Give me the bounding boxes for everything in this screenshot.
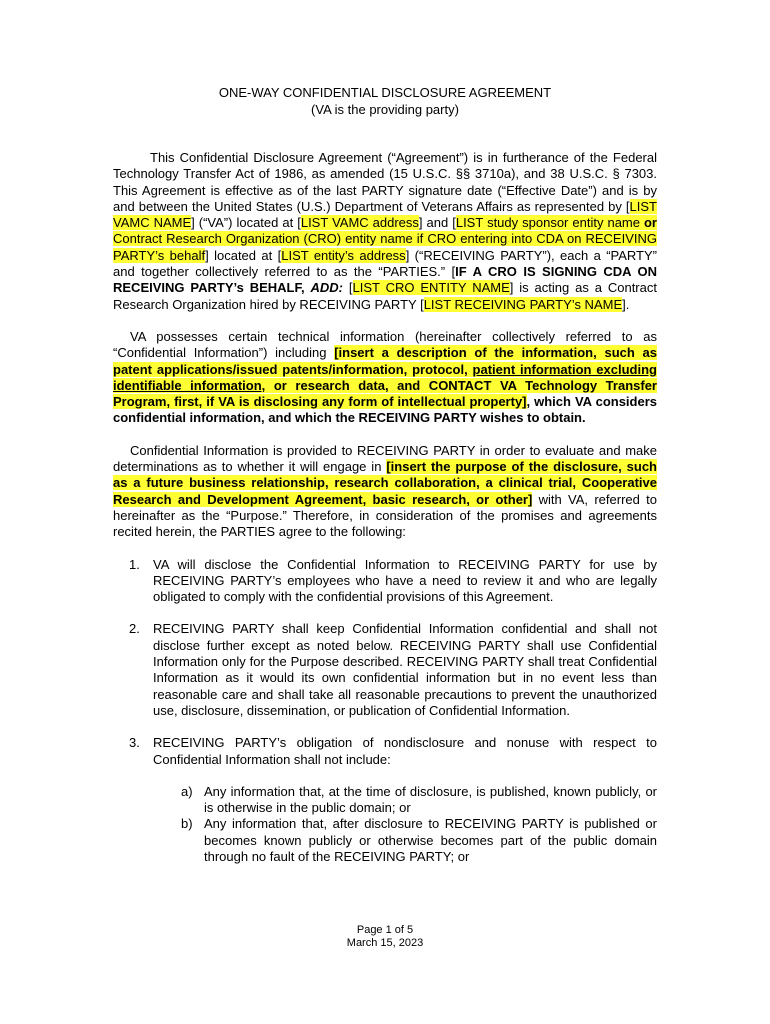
cro-instruction-add: ADD:: [310, 280, 343, 296]
text-run: ] and [: [418, 215, 456, 231]
placeholder-information-description: [insert a description of the information, such as patent applications/issued patents/information, protocol,: [113, 345, 657, 377]
sublist-item-text: Any information that, at the time of disclosure, is published, known publicly, or is otherwise in the public domain; or: [204, 783, 657, 816]
document-body: [113, 150, 657, 881]
footer-date: March 15, 2023: [346, 937, 424, 949]
title-block: [0, 84, 770, 118]
confidential-information-paragraph: [113, 329, 657, 427]
sublist-item: [153, 816, 657, 865]
list-number: 1.: [129, 556, 140, 572]
placeholder-vamc-address: LIST VAMC address: [300, 215, 419, 231]
placeholder-entity-address: LIST entity’s address: [281, 247, 406, 263]
document-subtitle: (VA is the providing party): [311, 102, 459, 117]
page-footer: [0, 924, 770, 950]
text-run: VA possesses certain technical information (hereinafter collectively referred to as “Confidential Information”) including: [113, 328, 657, 361]
preamble-paragraph: [113, 150, 657, 313]
list-item: [113, 735, 657, 865]
text-run: ].: [622, 296, 630, 312]
placeholder-cro-entity-name: LIST CRO ENTITY NAME: [352, 280, 510, 296]
list-item: [113, 621, 657, 719]
sublist-mark: a): [181, 783, 193, 799]
list-number: 2.: [129, 621, 140, 637]
text-run: Confidential Information is provided to RECEIVING PARTY in order to evaluate and make determinations as to whether it will engage in: [113, 442, 657, 475]
text-run: This Confidential Disclosure Agreement (“Agreement”) is in furtherance of the Federal Technology Transfer Act of 1986, as amended (15 U.S.C. §§ 3710a), and 38 U.S.C. § 7303. This Agreement is effective as of the last PARTY signature date (“Effective Date”) and is by and between the United States (U.S.) Department of Veterans Affairs as represented by [: [113, 150, 657, 214]
sublist-item: [153, 784, 657, 817]
placeholder-cro-name: Contract Research Organization (CRO) entity name if CRO entering into CDA on RECEIVING PARTY’s behalf: [113, 231, 657, 263]
list-item-text: RECEIVING PARTY shall keep Confidential Information confidential and shall not disclose further except as noted below. RECEIVING PARTY shall use Confidential Information only for the Purpose described. RECEIVING PARTY shall treat Confidential Information as it would its own confidential information but in no event less than reasonable care and shall take all reasonable precautions to prevent the unauthorized use, disclosure, dissemination, or publication of Confidential Information.: [153, 621, 657, 718]
placeholder-patient-information: patient information excluding identifiable information,: [113, 361, 657, 393]
placeholder-sponsor-name: LIST study sponsor entity name: [455, 215, 644, 231]
page-number: Page 1 of 5: [356, 924, 414, 936]
text-run: ] is acting as a Contract Research Organization hired by RECEIVING PARTY [: [113, 280, 657, 312]
placeholder-research-data: or research data, and CONTACT VA Technology Transfer Program, first, if VA is disclosing any form of intellectual property]: [113, 377, 657, 410]
purpose-paragraph: [113, 443, 657, 541]
list-item-text: VA will disclose the Confidential Information to RECEIVING PARTY for use by RECEIVING PARTY’s employees who have a need to review it and who are legally obligated to comply with the confidential provisions of this Agreement.: [153, 556, 657, 605]
sublist-mark: b): [181, 816, 193, 832]
sublist-item-text: Any information that, after disclosure to RECEIVING PARTY is published or becomes known publicly or otherwise becomes part of the public domain through no fault of the RECEIVING PARTY; or: [204, 816, 657, 864]
placeholder-purpose: [insert the purpose of the disclosure, such as a future business relationship, research collaboration, a clinical trial, Cooperative Research and Development Agreement, basic research, or other]: [113, 459, 657, 507]
list-number: 3.: [129, 735, 140, 751]
text-run: , which VA considers confidential information, and which the RECEIVING PARTY wishes to obtain.: [113, 394, 658, 426]
document-title: ONE-WAY CONFIDENTIAL DISCLOSURE AGREEMENT: [218, 85, 552, 100]
placeholder-or: or: [643, 215, 657, 231]
list-item: [113, 557, 657, 606]
exclusion-sublist: [153, 784, 657, 865]
list-item-text: RECEIVING PARTY’s obligation of nondisclosure and nonuse with respect to Confidential Information shall not include:: [153, 735, 657, 767]
text-run: ] (“VA”) located at [: [191, 215, 301, 231]
text-run: with VA, referred to hereinafter as the “Purpose.” Therefore, in consideration of the promises and agreements recited herein, the PARTIES agree to the following:: [113, 491, 657, 540]
text-run: [: [343, 280, 353, 296]
text-run: ] located at [: [205, 247, 282, 263]
text-run: ] (“RECEIVING PARTY”), each a “PARTY” and together collectively referred to as the “PARTIES.” [: [113, 247, 657, 280]
cro-instruction: IF A CRO IS SIGNING CDA ON RECEIVING PARTY’s BEHALF,: [113, 264, 657, 296]
placeholder-vamc-name: LIST VAMC NAME: [113, 198, 657, 231]
placeholder-receiving-party-name: LIST RECEIVING PARTY’s NAME: [423, 296, 623, 312]
numbered-list: [113, 557, 657, 866]
